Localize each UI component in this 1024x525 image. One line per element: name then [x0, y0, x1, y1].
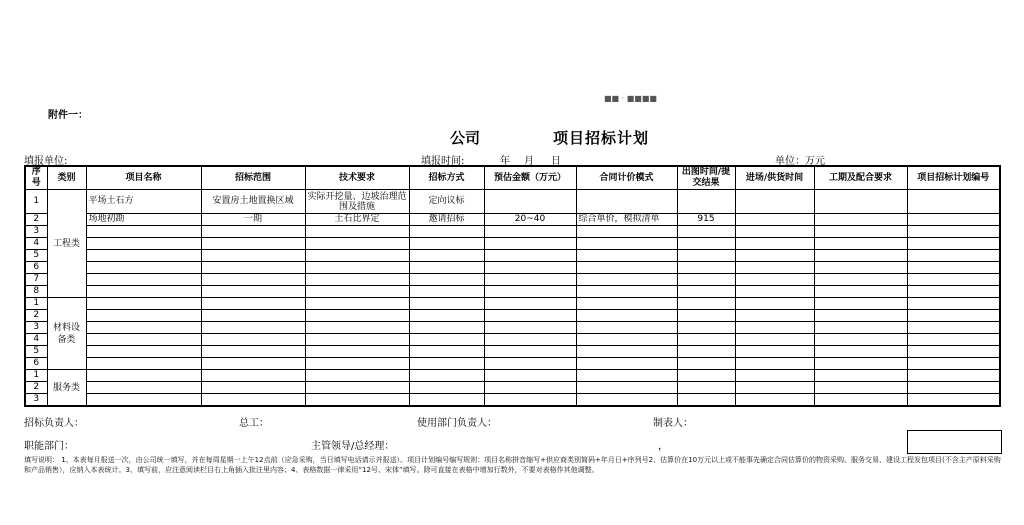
table-row [25, 262, 1000, 274]
cell-pricing[interactable] [576, 286, 677, 298]
cell-scope[interactable] [201, 322, 305, 334]
cell-drawing[interactable] [677, 358, 735, 370]
cell-amount[interactable] [484, 358, 576, 370]
date-month: 月 [524, 156, 534, 167]
cell-code[interactable] [907, 214, 1000, 226]
cell-entry[interactable] [735, 250, 814, 262]
cell-period[interactable] [814, 190, 907, 214]
cell-amount[interactable] [484, 262, 576, 274]
fill-unit-label: 填报单位: [24, 156, 68, 167]
cell-amount[interactable] [484, 226, 576, 238]
cell-period[interactable] [814, 370, 907, 382]
column-header: 出图时间/提交结果 [677, 166, 735, 190]
cell-code[interactable] [907, 250, 1000, 262]
table-row [25, 310, 1000, 322]
cell-entry[interactable] [735, 298, 814, 310]
cell-pricing[interactable] [576, 190, 677, 214]
cell-method[interactable] [409, 382, 484, 394]
cell-scope[interactable] [201, 394, 305, 407]
cell-name[interactable] [86, 286, 201, 298]
cell-method[interactable] [409, 310, 484, 322]
row-number: 5 [25, 250, 47, 262]
cell-tech[interactable] [305, 286, 409, 298]
cell-tech[interactable] [305, 310, 409, 322]
row-number: 6 [25, 358, 47, 370]
cell-code[interactable] [907, 238, 1000, 250]
cell-scope[interactable] [201, 298, 305, 310]
cell-code[interactable] [907, 358, 1000, 370]
cell-entry[interactable] [735, 358, 814, 370]
table-row [25, 190, 1000, 214]
column-header: 预估金额（万元） [484, 166, 576, 190]
cell-method[interactable] [409, 346, 484, 358]
cell-amount[interactable] [484, 334, 576, 346]
column-header: 合同计价模式 [576, 166, 677, 190]
fill-instructions: 填写说明： 1、本表每月报送一次，由公司统一填写，并在每周星期一上午12点前（应急采购，当日填写电话请示并报送）。项目计划编号编写规则：项目名称拼音缩写+供应商类别简码+年月日+序列号2、估算价在10万元以上或不能事先确定合同估算价的物资采购、服务交易、建设工程发包项目(不含主产原料采购和产品销售），应纳入本表统计。3、填写前，应注意阅读栏目右上角插入批注里内容；4、表格数据一律采用“12号、宋体”填写。除可直接在表格中增加行数外，不要对表格作其他调整。 [24, 456, 1001, 474]
cell-method[interactable] [409, 274, 484, 286]
cell-scope[interactable] [201, 274, 305, 286]
cell-entry[interactable] [735, 310, 814, 322]
cell-code[interactable] [907, 262, 1000, 274]
row-number: 1 [25, 370, 47, 382]
cell-code[interactable] [907, 226, 1000, 238]
cell-tech[interactable] [305, 238, 409, 250]
cell-pricing[interactable] [576, 322, 677, 334]
column-header: 进场/供货时间 [735, 166, 814, 190]
cell-amount[interactable] [484, 310, 576, 322]
cell-method[interactable] [409, 298, 484, 310]
cell-pricing[interactable] [576, 394, 677, 407]
table-row [25, 286, 1000, 298]
cell-method[interactable] [409, 262, 484, 274]
cell-method[interactable] [409, 334, 484, 346]
company-label: 公司 [450, 129, 481, 147]
cell-pricing[interactable] [576, 238, 677, 250]
cell-drawing[interactable]: 915 [677, 214, 735, 226]
cell-drawing[interactable] [677, 310, 735, 322]
cell-code[interactable] [907, 382, 1000, 394]
cell-scope[interactable] [201, 346, 305, 358]
cell-period[interactable] [814, 298, 907, 310]
cell-method[interactable] [409, 370, 484, 382]
cell-amount[interactable] [484, 394, 576, 407]
footer-mark: ， [658, 441, 668, 452]
cell-amount[interactable] [484, 382, 576, 394]
cell-tech[interactable] [305, 226, 409, 238]
cell-name[interactable] [86, 250, 201, 262]
page-title: 项目招标计划 [553, 129, 650, 147]
table-row [25, 370, 1000, 382]
cell-code[interactable] [907, 394, 1000, 407]
cell-entry[interactable] [735, 382, 814, 394]
cell-entry[interactable] [735, 322, 814, 334]
cell-period[interactable] [814, 274, 907, 286]
column-header: 类别 [47, 166, 86, 190]
cell-amount[interactable] [484, 250, 576, 262]
cell-drawing[interactable] [677, 190, 735, 214]
cell-period[interactable] [814, 322, 907, 334]
function-dept-label: 职能部门： [24, 441, 74, 452]
category-cell: 材料设备类 [47, 298, 86, 370]
cell-entry[interactable] [735, 334, 814, 346]
cell-drawing[interactable] [677, 394, 735, 407]
cell-entry[interactable] [735, 274, 814, 286]
table-row [25, 214, 1000, 226]
cell-pricing[interactable] [576, 250, 677, 262]
cell-scope[interactable] [201, 382, 305, 394]
attachment-label: 附件一： [48, 110, 88, 121]
cell-scope[interactable] [201, 286, 305, 298]
table-row [25, 322, 1000, 334]
cell-pricing[interactable] [576, 358, 677, 370]
cell-tech[interactable]: 土石比界定 [305, 214, 409, 226]
table-row [25, 274, 1000, 286]
cell-code[interactable] [907, 334, 1000, 346]
table-row [25, 250, 1000, 262]
cell-entry[interactable] [735, 346, 814, 358]
cell-scope[interactable] [201, 310, 305, 322]
cell-scope[interactable] [201, 238, 305, 250]
table-row [25, 226, 1000, 238]
cell-tech[interactable] [305, 274, 409, 286]
row-number: 3 [25, 226, 47, 238]
header-note: ■■ · ■■■■ [604, 94, 657, 103]
cell-drawing[interactable] [677, 370, 735, 382]
cell-name[interactable] [86, 394, 201, 407]
cell-scope[interactable] [201, 358, 305, 370]
cell-amount[interactable] [484, 286, 576, 298]
cell-scope[interactable]: 安置房土地置换区域 [201, 190, 305, 214]
row-number: 3 [25, 322, 47, 334]
cell-entry[interactable] [735, 370, 814, 382]
column-header: 招标方式 [409, 166, 484, 190]
cell-pricing[interactable] [576, 346, 677, 358]
column-header: 招标范围 [201, 166, 305, 190]
cell-name[interactable] [86, 358, 201, 370]
cell-amount[interactable] [484, 298, 576, 310]
table-header-row [25, 166, 1000, 190]
cell-name[interactable] [86, 334, 201, 346]
signature-box[interactable] [907, 430, 1002, 454]
cell-name[interactable] [86, 226, 201, 238]
cell-method[interactable]: 定向议标 [409, 190, 484, 214]
cell-drawing[interactable] [677, 334, 735, 346]
row-number: 4 [25, 238, 47, 250]
cell-drawing[interactable] [677, 226, 735, 238]
cell-name[interactable] [86, 382, 201, 394]
column-header: 工期及配合要求 [814, 166, 907, 190]
supervisor-label: 主管领导/总经理： [311, 441, 395, 452]
cell-name[interactable]: 场地初勘 [86, 214, 201, 226]
cell-entry[interactable] [735, 394, 814, 407]
cell-tech[interactable] [305, 322, 409, 334]
cell-pricing[interactable]: 综合单价，模拟清单 [576, 214, 677, 226]
cell-period[interactable] [814, 310, 907, 322]
cell-tech[interactable] [305, 250, 409, 262]
cell-method[interactable] [409, 394, 484, 407]
table-row [25, 358, 1000, 370]
cell-pricing[interactable] [576, 310, 677, 322]
cell-name[interactable] [86, 298, 201, 310]
cell-pricing[interactable] [576, 262, 677, 274]
cell-name[interactable] [86, 310, 201, 322]
cell-drawing[interactable] [677, 238, 735, 250]
cell-amount[interactable]: 20~40 [484, 214, 576, 226]
cell-name[interactable] [86, 370, 201, 382]
cell-amount[interactable] [484, 190, 576, 214]
cell-tech[interactable] [305, 358, 409, 370]
date-year: 年 [500, 156, 510, 167]
cell-tech[interactable] [305, 394, 409, 407]
fill-time-label: 填报时间: [421, 156, 465, 167]
row-number: 1 [25, 298, 47, 310]
table-row [25, 394, 1000, 407]
row-number: 2 [25, 382, 47, 394]
cell-tech[interactable]: 实际开挖量、边坡治理范围及措施 [305, 190, 409, 214]
cell-pricing[interactable] [576, 226, 677, 238]
cell-scope[interactable] [201, 262, 305, 274]
cell-amount[interactable] [484, 238, 576, 250]
cell-code[interactable] [907, 190, 1000, 214]
cell-name[interactable] [86, 274, 201, 286]
cell-drawing[interactable] [677, 346, 735, 358]
cell-amount[interactable] [484, 370, 576, 382]
cell-tech[interactable] [305, 346, 409, 358]
cell-entry[interactable] [735, 190, 814, 214]
cell-code[interactable] [907, 274, 1000, 286]
table-row [25, 298, 1000, 310]
cell-code[interactable] [907, 370, 1000, 382]
cell-amount[interactable] [484, 274, 576, 286]
cell-entry[interactable] [735, 262, 814, 274]
cell-tech[interactable] [305, 370, 409, 382]
cell-period[interactable] [814, 214, 907, 226]
cell-method[interactable] [409, 286, 484, 298]
cell-period[interactable] [814, 346, 907, 358]
cell-code[interactable] [907, 322, 1000, 334]
chief-engineer-label: 总工： [239, 418, 269, 429]
cell-name[interactable]: 平场土石方 [86, 190, 201, 214]
cell-drawing[interactable] [677, 250, 735, 262]
cell-entry[interactable] [735, 238, 814, 250]
tender-lead-label: 招标负责人： [24, 418, 84, 429]
cell-tech[interactable] [305, 262, 409, 274]
cell-entry[interactable] [735, 286, 814, 298]
column-header: 序号 [25, 166, 47, 190]
cell-drawing[interactable] [677, 382, 735, 394]
cell-scope[interactable] [201, 226, 305, 238]
cell-name[interactable] [86, 262, 201, 274]
row-number: 2 [25, 214, 47, 226]
table-row [25, 346, 1000, 358]
row-number: 6 [25, 262, 47, 274]
cell-pricing[interactable] [576, 334, 677, 346]
cell-period[interactable] [814, 358, 907, 370]
cell-tech[interactable] [305, 298, 409, 310]
cell-period[interactable] [814, 238, 907, 250]
cell-name[interactable] [86, 322, 201, 334]
tender-plan-table [24, 165, 1001, 407]
cell-scope[interactable] [201, 334, 305, 346]
cell-entry[interactable] [735, 214, 814, 226]
cell-pricing[interactable] [576, 370, 677, 382]
prepared-by-label: 制表人： [653, 418, 693, 429]
cell-pricing[interactable] [576, 298, 677, 310]
cell-drawing[interactable] [677, 322, 735, 334]
cell-period[interactable] [814, 286, 907, 298]
cell-code[interactable] [907, 298, 1000, 310]
cell-period[interactable] [814, 250, 907, 262]
column-header: 项目招标计划编号 [907, 166, 1000, 190]
cell-drawing[interactable] [677, 274, 735, 286]
cell-tech[interactable] [305, 334, 409, 346]
row-number: 3 [25, 394, 47, 407]
cell-period[interactable] [814, 382, 907, 394]
row-number: 7 [25, 274, 47, 286]
dept-lead-label: 使用部门负责人： [417, 418, 497, 429]
unit-label: 单位：万元 [775, 156, 825, 167]
cell-pricing[interactable] [576, 382, 677, 394]
cell-period[interactable] [814, 334, 907, 346]
cell-method[interactable] [409, 238, 484, 250]
cell-method[interactable] [409, 358, 484, 370]
cell-amount[interactable] [484, 322, 576, 334]
date-day: 日 [551, 156, 561, 167]
cell-code[interactable] [907, 286, 1000, 298]
cell-code[interactable] [907, 346, 1000, 358]
table-row [25, 382, 1000, 394]
table-row [25, 238, 1000, 250]
category-cell: 工程类 [47, 190, 86, 298]
cell-method[interactable] [409, 226, 484, 238]
cell-amount[interactable] [484, 346, 576, 358]
category-cell: 服务类 [47, 370, 86, 407]
row-number: 2 [25, 310, 47, 322]
row-number: 4 [25, 334, 47, 346]
row-number: 5 [25, 346, 47, 358]
cell-tech[interactable] [305, 382, 409, 394]
cell-name[interactable] [86, 346, 201, 358]
cell-scope[interactable] [201, 370, 305, 382]
cell-drawing[interactable] [677, 298, 735, 310]
cell-drawing[interactable] [677, 286, 735, 298]
cell-period[interactable] [814, 262, 907, 274]
cell-pricing[interactable] [576, 274, 677, 286]
cell-method[interactable]: 邀请招标 [409, 214, 484, 226]
cell-method[interactable] [409, 250, 484, 262]
cell-name[interactable] [86, 238, 201, 250]
cell-period[interactable] [814, 226, 907, 238]
column-header: 项目名称 [86, 166, 201, 190]
table-row [25, 334, 1000, 346]
cell-scope[interactable] [201, 250, 305, 262]
cell-drawing[interactable] [677, 262, 735, 274]
cell-entry[interactable] [735, 226, 814, 238]
cell-period[interactable] [814, 394, 907, 407]
cell-scope[interactable]: 一期 [201, 214, 305, 226]
row-number: 1 [25, 190, 47, 214]
cell-code[interactable] [907, 310, 1000, 322]
row-number: 8 [25, 286, 47, 298]
column-header: 技术要求 [305, 166, 409, 190]
cell-method[interactable] [409, 322, 484, 334]
